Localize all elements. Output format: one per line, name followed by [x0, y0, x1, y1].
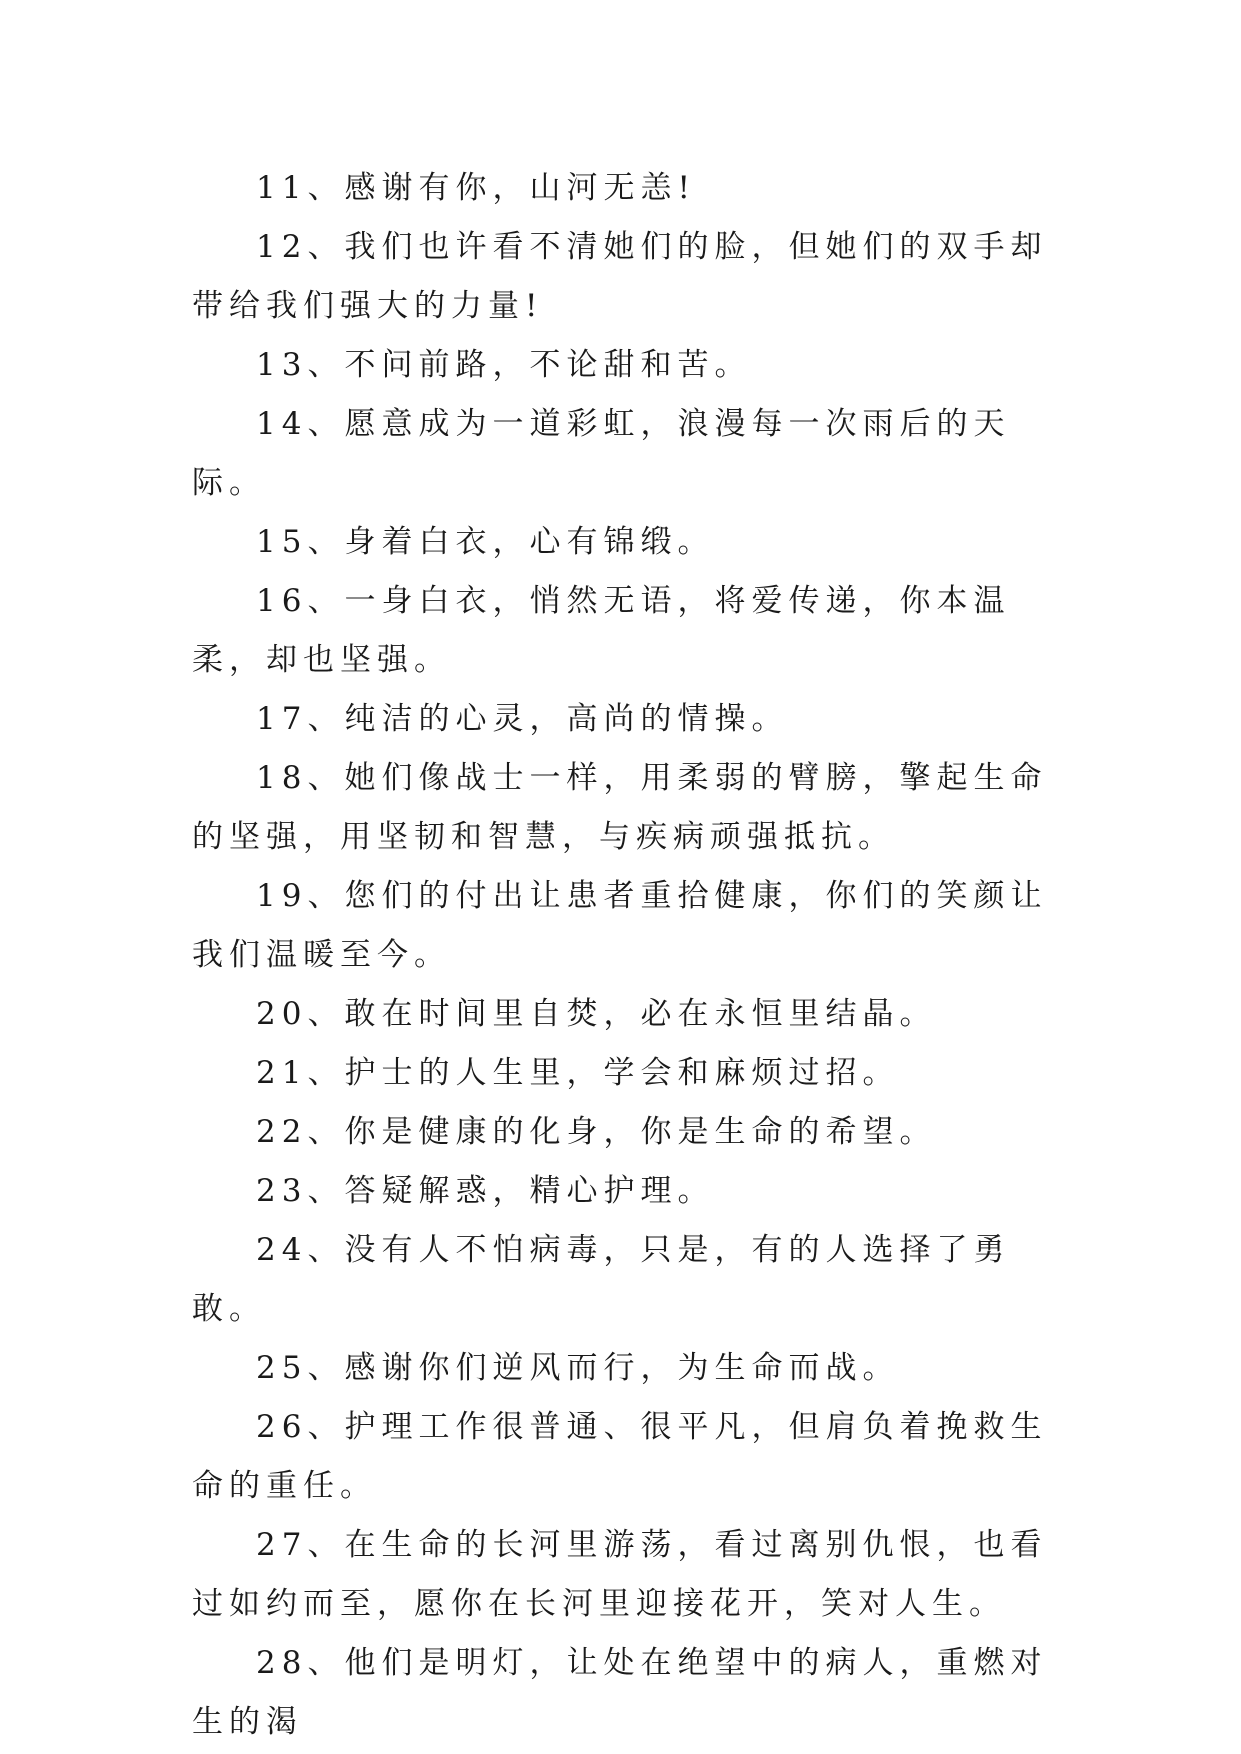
paragraph-19: 19、您们的付出让患者重拾健康，你们的笑颜让我们温暖至今。	[192, 878, 1048, 973]
paragraph-22: 22、你是健康的化身，你是生命的希望。	[256, 1114, 937, 1150]
paragraph-15: 15、身着白衣，心有锦缎。	[256, 524, 715, 560]
paragraph-23: 23、答疑解惑，精心护理。	[256, 1173, 715, 1209]
paragraph-21: 21、护士的人生里，学会和麻烦过招。	[256, 1055, 900, 1091]
paragraph-17: 17、纯洁的心灵，高尚的情操。	[256, 701, 789, 737]
document-body	[192, 159, 1052, 1752]
paragraph-18: 18、她们像战士一样，用柔弱的臂膀，擎起生命的坚强，用坚韧和智慧，与疾病顽强抵抗。	[192, 760, 1048, 855]
paragraph-25: 25、感谢你们逆风而行，为生命而战。	[256, 1350, 900, 1386]
paragraph-20: 20、敢在时间里自焚，必在永恒里结晶。	[256, 996, 937, 1032]
paragraph-13: 13、不问前路，不论甜和苦。	[256, 347, 752, 383]
paragraph-26: 26、护理工作很普通、很平凡，但肩负着挽救生命的重任。	[192, 1409, 1048, 1504]
paragraph-27: 27、在生命的长河里游荡，看过离别仇恨，也看过如约而至，愿你在长河里迎接花开，笑对人生。	[192, 1527, 1048, 1622]
paragraph-28: 28、他们是明灯，让处在绝望中的病人，重燃对生的渴	[192, 1645, 1048, 1740]
paragraph-12: 12、我们也许看不清她们的脸，但她们的双手却带给我们强大的力量!	[192, 229, 1048, 324]
paragraph-11: 11、感谢有你，山河无恙!	[256, 170, 696, 206]
paragraph-24: 24、没有人不怕病毒，只是，有的人选择了勇敢。	[192, 1232, 1011, 1327]
paragraph-14: 14、愿意成为一道彩虹，浪漫每一次雨后的天际。	[192, 406, 1011, 501]
paragraph-16: 16、一身白衣，悄然无语，将爱传递，你本温柔，却也坚强。	[192, 583, 1011, 678]
